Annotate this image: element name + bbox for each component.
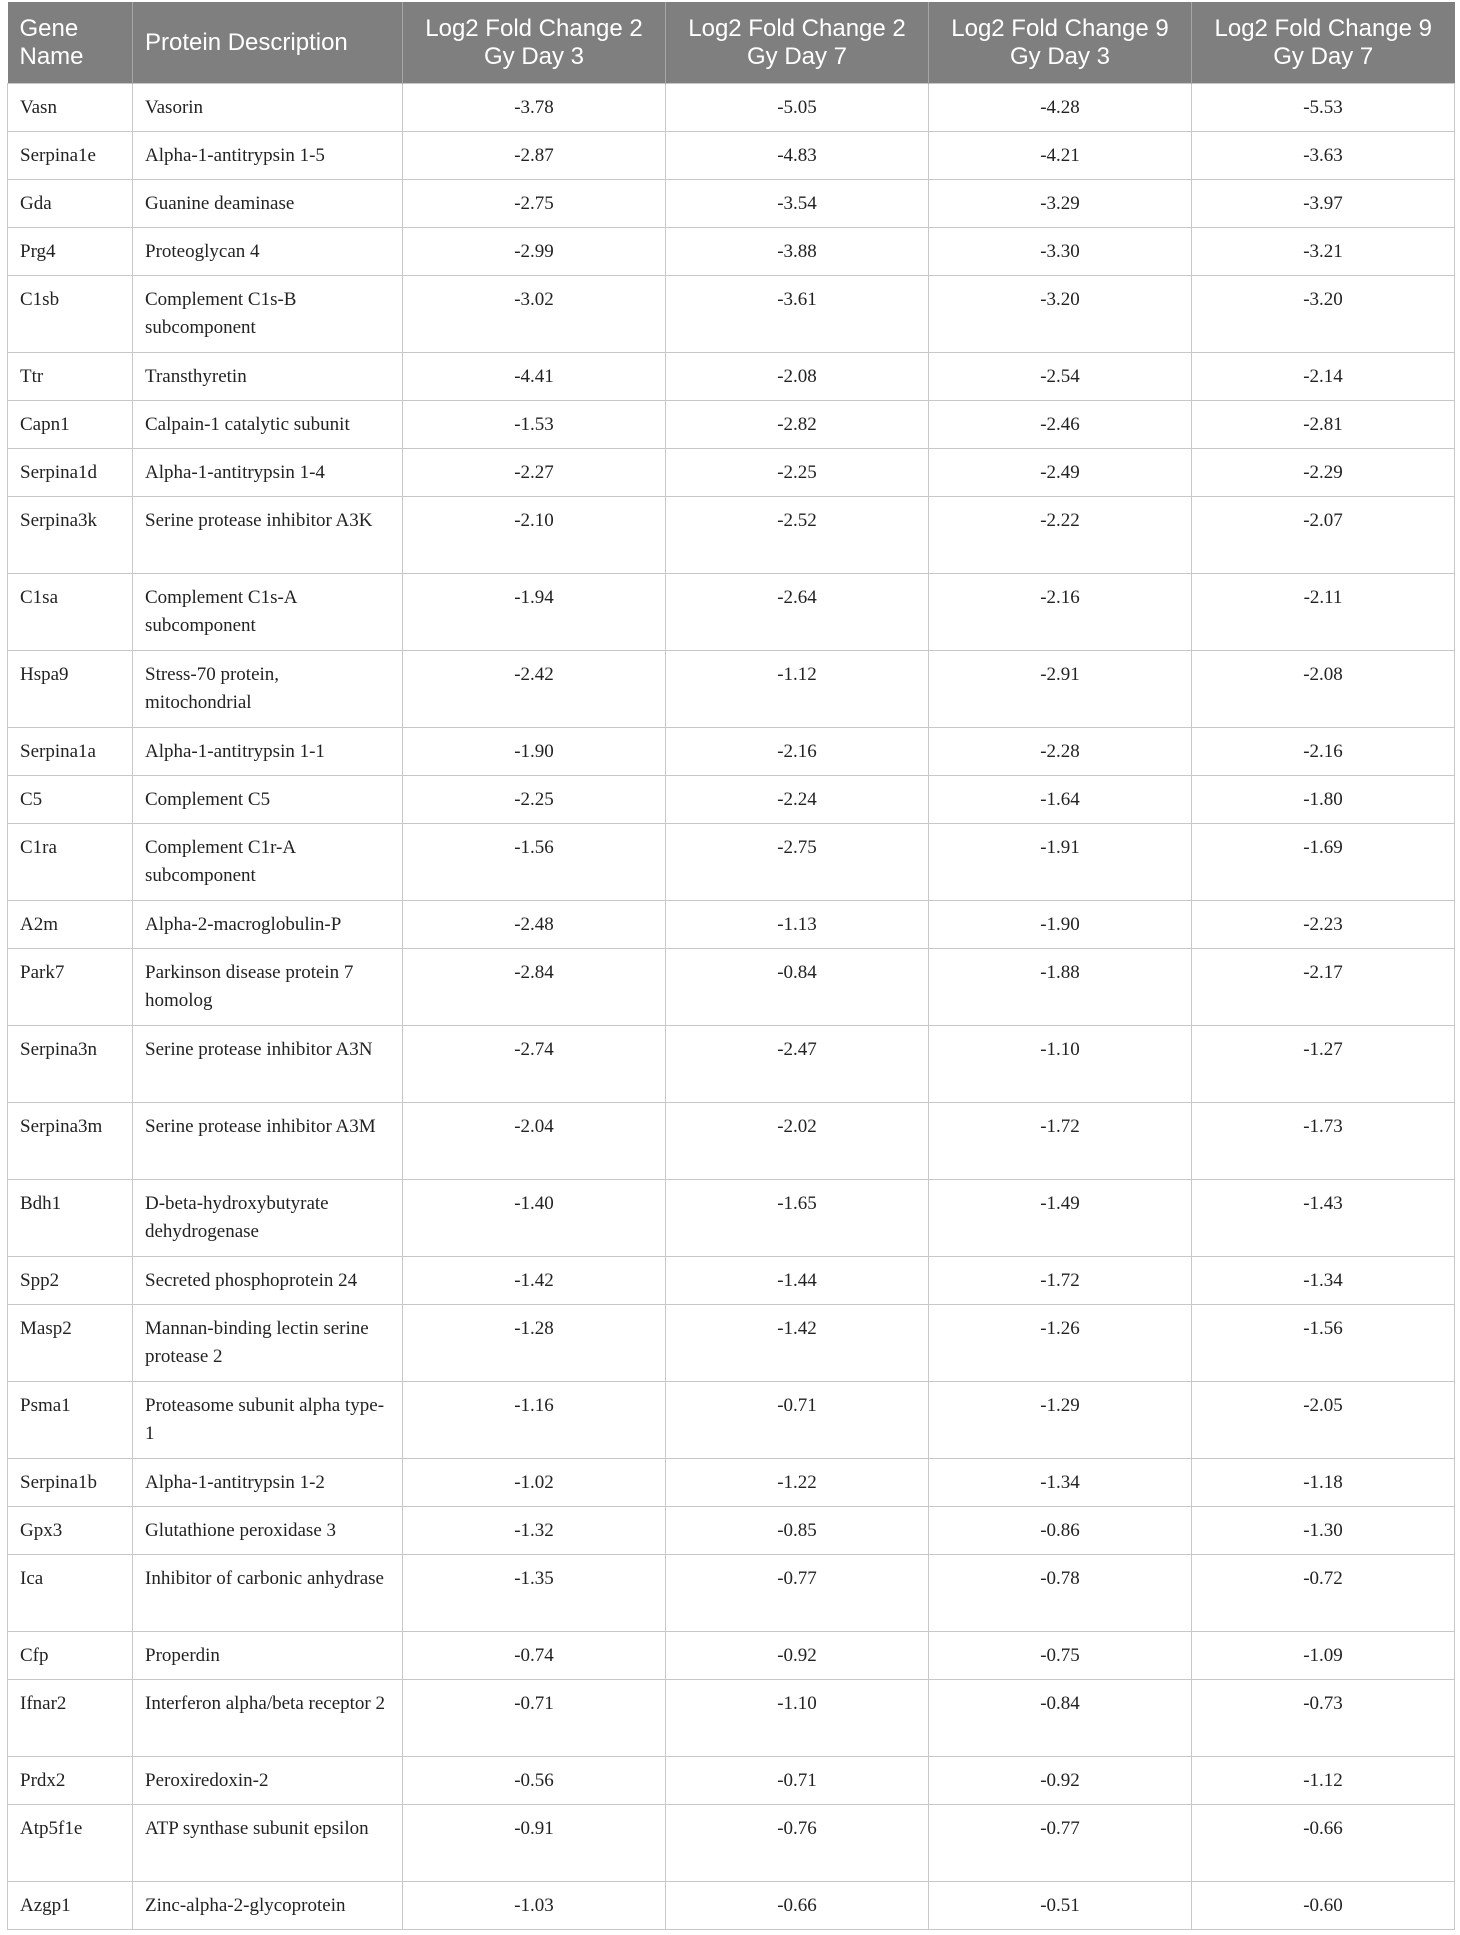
fold-change-cell: -1.32 (403, 1507, 666, 1555)
fold-change-cell: -0.60 (1192, 1882, 1455, 1930)
fold-change-cell: -3.54 (666, 180, 929, 228)
fold-change-cell: -1.02 (403, 1459, 666, 1507)
fold-change-cell: -2.49 (929, 449, 1192, 497)
fold-change-cell: -0.85 (666, 1507, 929, 1555)
fold-change-cell: -2.05 (1192, 1382, 1455, 1459)
column-header-2gy-day7: Log2 Fold Change 2 Gy Day 7 (666, 2, 929, 84)
fold-change-cell: -3.61 (666, 276, 929, 353)
fold-change-cell: -0.71 (666, 1757, 929, 1805)
fold-change-cell: -0.76 (666, 1805, 929, 1882)
table-row (8, 1555, 1455, 1632)
column-header-2gy-day3: Log2 Fold Change 2 Gy Day 3 (403, 2, 666, 84)
table-row (8, 776, 1455, 824)
fold-change-cell: -2.48 (403, 901, 666, 949)
fold-change-cell: -2.75 (666, 824, 929, 901)
fold-change-cell: -3.97 (1192, 180, 1455, 228)
table-row (8, 1026, 1455, 1103)
table-row (8, 1805, 1455, 1882)
gene-name-cell: Ifnar2 (8, 1680, 133, 1757)
table-row (8, 497, 1455, 574)
protein-description-cell: Transthyretin (133, 353, 403, 401)
gene-name-cell: Serpina3k (8, 497, 133, 574)
gene-name-cell: Bdh1 (8, 1180, 133, 1257)
fold-change-cell: -1.56 (403, 824, 666, 901)
fold-change-cell: -4.21 (929, 132, 1192, 180)
fold-change-cell: -2.75 (403, 180, 666, 228)
fold-change-cell: -2.25 (666, 449, 929, 497)
fold-change-cell: -0.72 (1192, 1555, 1455, 1632)
fold-change-cell: -0.92 (666, 1632, 929, 1680)
table-row (8, 728, 1455, 776)
fold-change-cell: -0.78 (929, 1555, 1192, 1632)
protein-description-cell: Vasorin (133, 84, 403, 132)
protein-description-cell: Glutathione peroxidase 3 (133, 1507, 403, 1555)
protein-description-cell: Stress-70 protein, mitochondrial (133, 651, 403, 728)
fold-change-cell: -1.73 (1192, 1103, 1455, 1180)
table-row (8, 1257, 1455, 1305)
column-header-9gy-day3: Log2 Fold Change 9 Gy Day 3 (929, 2, 1192, 84)
fold-change-cell: -2.28 (929, 728, 1192, 776)
fold-change-cell: -1.42 (666, 1305, 929, 1382)
protein-description-cell: Serine protease inhibitor A3K (133, 497, 403, 574)
table-row (8, 824, 1455, 901)
table-row (8, 1180, 1455, 1257)
protein-description-cell: Interferon alpha/beta receptor 2 (133, 1680, 403, 1757)
fold-change-cell: -2.24 (666, 776, 929, 824)
protein-description-cell: Alpha-1-antitrypsin 1-2 (133, 1459, 403, 1507)
gene-name-cell: Spp2 (8, 1257, 133, 1305)
gene-name-cell: Cfp (8, 1632, 133, 1680)
fold-change-cell: -1.64 (929, 776, 1192, 824)
fold-change-cell: -5.05 (666, 84, 929, 132)
fold-change-cell: -2.87 (403, 132, 666, 180)
fold-change-cell: -4.41 (403, 353, 666, 401)
table-row (8, 651, 1455, 728)
protein-description-cell: D-beta-hydroxybutyrate dehydrogenase (133, 1180, 403, 1257)
protein-description-cell: Alpha-1-antitrypsin 1-4 (133, 449, 403, 497)
fold-change-cell: -2.81 (1192, 401, 1455, 449)
column-header-9gy-day7: Log2 Fold Change 9 Gy Day 7 (1192, 2, 1455, 84)
gene-name-cell: Atp5f1e (8, 1805, 133, 1882)
fold-change-cell: -1.10 (666, 1680, 929, 1757)
fold-change-cell: -1.18 (1192, 1459, 1455, 1507)
fold-change-cell: -5.53 (1192, 84, 1455, 132)
fold-change-cell: -2.74 (403, 1026, 666, 1103)
fold-change-cell: -1.28 (403, 1305, 666, 1382)
fold-change-cell: -1.10 (929, 1026, 1192, 1103)
table-row (8, 1382, 1455, 1459)
fold-change-cell: -1.72 (929, 1103, 1192, 1180)
gene-name-cell: Gpx3 (8, 1507, 133, 1555)
fold-change-cell: -1.69 (1192, 824, 1455, 901)
protein-description-cell: Alpha-1-antitrypsin 1-1 (133, 728, 403, 776)
fold-change-cell: -2.04 (403, 1103, 666, 1180)
fold-change-cell: -1.90 (403, 728, 666, 776)
protein-description-cell: Complement C1s-A subcomponent (133, 574, 403, 651)
fold-change-cell: -2.16 (666, 728, 929, 776)
fold-change-cell: -1.34 (929, 1459, 1192, 1507)
fold-change-cell: -2.17 (1192, 949, 1455, 1026)
fold-change-cell: -4.28 (929, 84, 1192, 132)
protein-description-cell: Complement C5 (133, 776, 403, 824)
fold-change-cell: -0.56 (403, 1757, 666, 1805)
table-row (8, 1757, 1455, 1805)
table-row (8, 574, 1455, 651)
gene-name-cell: Vasn (8, 84, 133, 132)
fold-change-cell: -1.13 (666, 901, 929, 949)
protein-description-cell: Alpha-2-macroglobulin-P (133, 901, 403, 949)
fold-change-cell: -1.91 (929, 824, 1192, 901)
fold-change-cell: -2.10 (403, 497, 666, 574)
fold-change-cell: -0.84 (666, 949, 929, 1026)
fold-change-cell: -1.40 (403, 1180, 666, 1257)
gene-name-cell: Serpina3m (8, 1103, 133, 1180)
table-row (8, 180, 1455, 228)
fold-change-cell: -2.84 (403, 949, 666, 1026)
fold-change-cell: -1.94 (403, 574, 666, 651)
fold-change-cell: -3.02 (403, 276, 666, 353)
protein-description-cell: Alpha-1-antitrypsin 1-5 (133, 132, 403, 180)
protein-description-cell: Zinc-alpha-2-glycoprotein (133, 1882, 403, 1930)
fold-change-table (7, 2, 1455, 1930)
fold-change-cell: -1.12 (666, 651, 929, 728)
gene-name-cell: C1ra (8, 824, 133, 901)
fold-change-cell: -1.30 (1192, 1507, 1455, 1555)
table-row (8, 276, 1455, 353)
gene-name-cell: Psma1 (8, 1382, 133, 1459)
table-row (8, 1459, 1455, 1507)
table-row (8, 901, 1455, 949)
fold-change-cell: -1.43 (1192, 1180, 1455, 1257)
fold-change-cell: -2.54 (929, 353, 1192, 401)
fold-change-cell: -2.08 (666, 353, 929, 401)
protein-description-cell: Serine protease inhibitor A3N (133, 1026, 403, 1103)
table-body (8, 84, 1455, 1930)
protein-description-cell: Complement C1r-A subcomponent (133, 824, 403, 901)
fold-change-cell: -0.77 (929, 1805, 1192, 1882)
gene-name-cell: Prg4 (8, 228, 133, 276)
gene-name-cell: Masp2 (8, 1305, 133, 1382)
fold-change-cell: -1.22 (666, 1459, 929, 1507)
fold-change-cell: -1.56 (1192, 1305, 1455, 1382)
table-row (8, 1680, 1455, 1757)
protein-description-cell: Complement C1s-B subcomponent (133, 276, 403, 353)
protein-description-cell: Proteasome subunit alpha type-1 (133, 1382, 403, 1459)
gene-name-cell: Ica (8, 1555, 133, 1632)
table-row (8, 449, 1455, 497)
protein-description-cell: Peroxiredoxin-2 (133, 1757, 403, 1805)
fold-change-cell: -3.78 (403, 84, 666, 132)
fold-change-cell: -0.66 (1192, 1805, 1455, 1882)
fold-change-cell: -0.75 (929, 1632, 1192, 1680)
gene-name-cell: Hspa9 (8, 651, 133, 728)
fold-change-cell: -2.08 (1192, 651, 1455, 728)
fold-change-cell: -2.29 (1192, 449, 1455, 497)
table-row (8, 84, 1455, 132)
protein-description-cell: ATP synthase subunit epsilon (133, 1805, 403, 1882)
fold-change-cell: -0.92 (929, 1757, 1192, 1805)
header-row (8, 2, 1455, 84)
fold-change-cell: -2.14 (1192, 353, 1455, 401)
fold-change-cell: -0.66 (666, 1882, 929, 1930)
protein-description-cell: Inhibitor of carbonic anhydrase (133, 1555, 403, 1632)
fold-change-cell: -3.88 (666, 228, 929, 276)
fold-change-cell: -1.90 (929, 901, 1192, 949)
fold-change-cell: -1.26 (929, 1305, 1192, 1382)
gene-name-cell: Serpina1e (8, 132, 133, 180)
protein-description-cell: Secreted phosphoprotein 24 (133, 1257, 403, 1305)
fold-change-cell: -0.71 (403, 1680, 666, 1757)
table-row (8, 949, 1455, 1026)
fold-change-cell: -1.09 (1192, 1632, 1455, 1680)
fold-change-cell: -3.20 (929, 276, 1192, 353)
fold-change-cell: -1.80 (1192, 776, 1455, 824)
gene-name-cell: Serpina3n (8, 1026, 133, 1103)
fold-change-cell: -2.42 (403, 651, 666, 728)
fold-change-cell: -1.88 (929, 949, 1192, 1026)
fold-change-cell: -1.27 (1192, 1026, 1455, 1103)
fold-change-cell: -3.29 (929, 180, 1192, 228)
fold-change-cell: -2.16 (929, 574, 1192, 651)
fold-change-cell: -2.25 (403, 776, 666, 824)
table-row (8, 1632, 1455, 1680)
column-header-gene-name: Gene Name (8, 2, 133, 84)
table-row (8, 1507, 1455, 1555)
fold-change-cell: -3.20 (1192, 276, 1455, 353)
fold-change-cell: -0.86 (929, 1507, 1192, 1555)
gene-name-cell: Prdx2 (8, 1757, 133, 1805)
fold-change-cell: -2.82 (666, 401, 929, 449)
table-row (8, 1305, 1455, 1382)
fold-change-cell: -1.65 (666, 1180, 929, 1257)
table-row (8, 1882, 1455, 1930)
fold-change-cell: -2.23 (1192, 901, 1455, 949)
fold-change-cell: -4.83 (666, 132, 929, 180)
fold-change-cell: -3.30 (929, 228, 1192, 276)
table-row (8, 228, 1455, 276)
table-row (8, 132, 1455, 180)
fold-change-cell: -0.91 (403, 1805, 666, 1882)
fold-change-cell: -1.34 (1192, 1257, 1455, 1305)
table-row (8, 1103, 1455, 1180)
fold-change-cell: -2.47 (666, 1026, 929, 1103)
fold-change-cell: -2.11 (1192, 574, 1455, 651)
gene-name-cell: C1sa (8, 574, 133, 651)
fold-change-cell: -1.72 (929, 1257, 1192, 1305)
fold-change-cell: -1.49 (929, 1180, 1192, 1257)
fold-change-cell: -0.71 (666, 1382, 929, 1459)
fold-change-cell: -0.74 (403, 1632, 666, 1680)
fold-change-cell: -1.53 (403, 401, 666, 449)
fold-change-cell: -2.91 (929, 651, 1192, 728)
fold-change-cell: -2.07 (1192, 497, 1455, 574)
fold-change-cell: -3.21 (1192, 228, 1455, 276)
protein-description-cell: Calpain-1 catalytic subunit (133, 401, 403, 449)
fold-change-cell: -1.35 (403, 1555, 666, 1632)
fold-change-cell: -0.73 (1192, 1680, 1455, 1757)
protein-description-cell: Guanine deaminase (133, 180, 403, 228)
fold-change-cell: -0.77 (666, 1555, 929, 1632)
gene-name-cell: Park7 (8, 949, 133, 1026)
protein-description-cell: Parkinson disease protein 7 homolog (133, 949, 403, 1026)
fold-change-cell: -1.29 (929, 1382, 1192, 1459)
fold-change-cell: -3.63 (1192, 132, 1455, 180)
column-header-protein-description: Protein Description (133, 2, 403, 84)
gene-name-cell: C5 (8, 776, 133, 824)
gene-name-cell: Gda (8, 180, 133, 228)
gene-name-cell: Serpina1d (8, 449, 133, 497)
table-row (8, 401, 1455, 449)
gene-name-cell: C1sb (8, 276, 133, 353)
gene-name-cell: Serpina1a (8, 728, 133, 776)
gene-name-cell: Ttr (8, 353, 133, 401)
fold-change-cell: -2.99 (403, 228, 666, 276)
table-row (8, 353, 1455, 401)
fold-change-cell: -2.64 (666, 574, 929, 651)
fold-change-cell: -1.42 (403, 1257, 666, 1305)
fold-change-cell: -1.16 (403, 1382, 666, 1459)
fold-change-cell: -1.44 (666, 1257, 929, 1305)
protein-description-cell: Proteoglycan 4 (133, 228, 403, 276)
protein-description-cell: Properdin (133, 1632, 403, 1680)
protein-description-cell: Serine protease inhibitor A3M (133, 1103, 403, 1180)
fold-change-cell: -2.46 (929, 401, 1192, 449)
fold-change-cell: -1.12 (1192, 1757, 1455, 1805)
fold-change-cell: -1.03 (403, 1882, 666, 1930)
protein-description-cell: Mannan-binding lectin serine protease 2 (133, 1305, 403, 1382)
gene-name-cell: Serpina1b (8, 1459, 133, 1507)
fold-change-cell: -2.16 (1192, 728, 1455, 776)
fold-change-cell: -2.52 (666, 497, 929, 574)
fold-change-cell: -2.02 (666, 1103, 929, 1180)
gene-name-cell: Capn1 (8, 401, 133, 449)
gene-name-cell: A2m (8, 901, 133, 949)
fold-change-cell: -0.51 (929, 1882, 1192, 1930)
fold-change-cell: -2.22 (929, 497, 1192, 574)
gene-name-cell: Azgp1 (8, 1882, 133, 1930)
fold-change-cell: -2.27 (403, 449, 666, 497)
fold-change-cell: -0.84 (929, 1680, 1192, 1757)
